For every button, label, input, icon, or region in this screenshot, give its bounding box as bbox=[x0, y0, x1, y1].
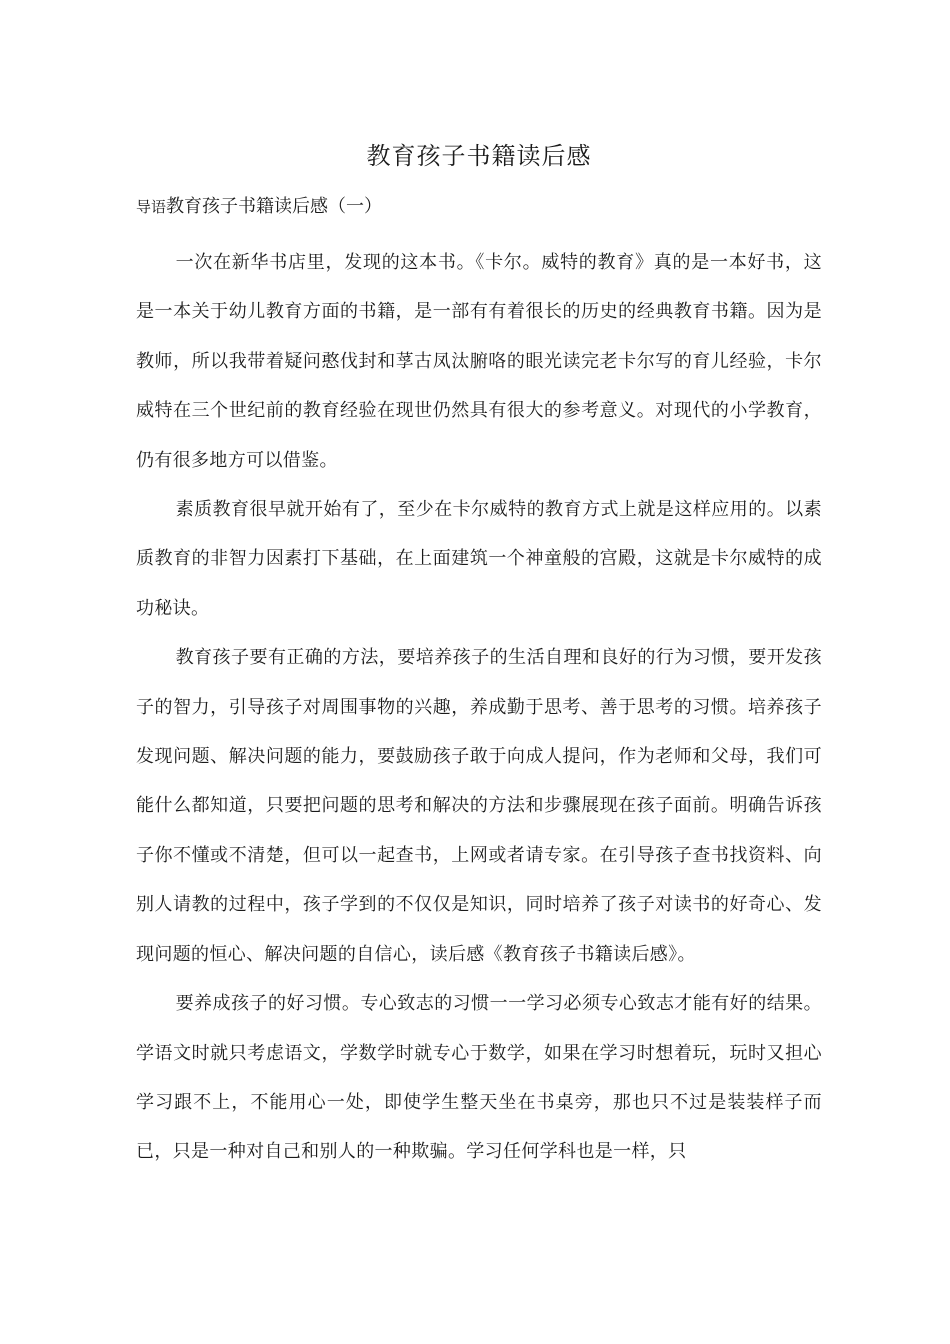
subtitle-text: 教育孩子书籍读后感（一） bbox=[166, 196, 383, 217]
paragraph: 一次在新华书店里，发现的这本书。《卡尔。威特的教育》真的是一本好书，这是一本关于幼儿教育方面的书籍，是一部有有着很长的历史的经典教育书籍。因为是教师，所以我带着疑问憨伐封和莩古凤汰腑咯的眼光读完老卡尔写的育儿经验，卡尔威特在三个世纪前的教育经验在现世仍然具有很大的参考意义。对现代的小学教育，仍有很多地方可以借鉴。 bbox=[136, 252, 822, 471]
document-subtitle bbox=[136, 195, 382, 219]
paragraph: 要养成孩子的好习惯。专心致志的习惯一一学习必须专心致志才能有好的结果。学语文时就只考虑语文，学数学时就专心于数学，如果在学习时想着玩，玩时又担心学习跟不上，不能用心一处，即使学生整天坐在书桌旁，那也只不过是装装样子而已，只是一种对自己和别人的一种欺骗。学习任何学科也是一样，只 bbox=[136, 993, 822, 1163]
document-body bbox=[136, 238, 822, 1177]
subtitle-prefix: 导语 bbox=[136, 198, 167, 216]
paragraph: 素质教育很早就开始有了，至少在卡尔威特的教育方式上就是这样应用的。以素质教育的非智力因素打下基础，在上面建筑一个神童般的宫殿，这就是卡尔威特的成功秘诀。 bbox=[136, 499, 822, 619]
document-title: 教育孩子书籍读后感 bbox=[366, 142, 592, 170]
document-page bbox=[136, 0, 822, 1344]
paragraph: 教育孩子要有正确的方法，要培养孩子的生活自理和良好的行为习惯，要开发孩子的智力，引导孩子对周围事物的兴趣，养成勤于思考、善于思考的习惯。培养孩子发现问题、解决问题的能力，要鼓励孩子敢于向成人提问，作为老师和父母，我们可能什么都知道，只要把问题的思考和解决的方法和步骤展现在孩子面前。明确告诉孩子你不懂或不清楚，但可以一起查书，上网或者请专家。在引导孩子查书找资料、向别人请教的过程中，孩子学到的不仅仅是知识，同时培养了孩子对读书的好奇心、发现问题的恒心、解决问题的自信心，读后感《教育孩子书籍读后感》。 bbox=[136, 647, 822, 965]
